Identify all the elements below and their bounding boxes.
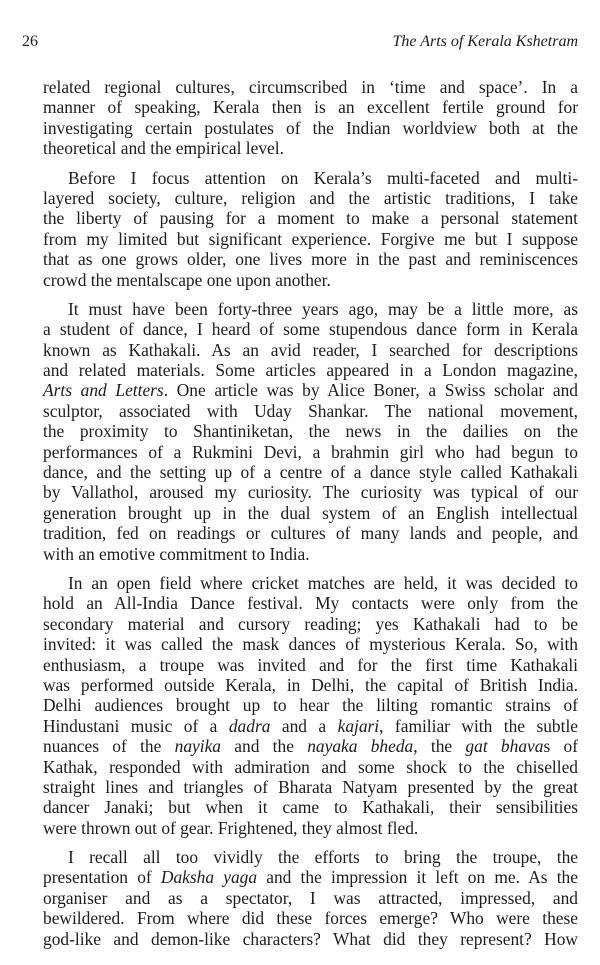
text-run: a student of dance, I heard of some stupendous dance form in Kerala	[43, 319, 578, 340]
text-run: theoretical and the empirical level.	[43, 138, 284, 159]
text-run: dancer Janaki; but when it came to Kathakali, their sensibilities	[43, 797, 578, 818]
text-run: dance, and the setting up of a centre of a dance style called Kathakali	[43, 462, 578, 483]
text-line	[43, 442, 578, 462]
text-run: . One article was by Alice Boner, a Swiss scholar and	[163, 380, 578, 401]
text-run: crowd the mentalscape one upon another.	[43, 269, 331, 290]
text-run: hold an All-India Dance festival. My contacts were only from the	[43, 593, 578, 614]
text-run: the proximity to Shantiniketan, the news in the dailies on the	[43, 421, 578, 442]
text-run: and related materials. Some articles appeared in a London magazine,	[43, 360, 578, 381]
text-line	[43, 270, 578, 290]
text-run: by Vallathol, aroused my curiosity. The curiosity was typical of our	[43, 482, 578, 503]
text-line	[43, 573, 578, 593]
text-line	[43, 229, 578, 249]
text-line	[43, 319, 578, 339]
text-run: Hindustani music of a	[43, 715, 229, 736]
text-run: were thrown out of gear. Frightened, they almost fled.	[43, 817, 419, 838]
text-run: generation brought up in the dual system of an English intellectual	[43, 502, 578, 523]
paragraph	[43, 168, 578, 290]
text-line	[43, 249, 578, 269]
text-line	[43, 675, 578, 695]
italic-term: gat bhava	[465, 736, 544, 757]
text-line	[43, 867, 578, 887]
body-text	[43, 77, 578, 958]
running-title: The Arts of Kerala Kshetram	[392, 33, 578, 50]
text-line	[43, 138, 578, 158]
text-line	[43, 523, 578, 543]
text-line	[43, 188, 578, 208]
text-run: performances of a Rukmini Devi, a brahmin girl who had begun to	[43, 441, 578, 462]
text-line	[43, 380, 578, 400]
text-run: sculptor, associated with Uday Shankar. The national movement,	[43, 400, 578, 421]
text-run: , the	[413, 736, 466, 757]
text-run: s of	[543, 736, 578, 757]
paragraph	[43, 847, 578, 949]
text-run: was performed outside Kerala, in Delhi, the capital of British India.	[43, 674, 578, 695]
text-line	[43, 503, 578, 523]
text-line	[43, 482, 578, 502]
text-line	[43, 888, 578, 908]
text-run: and the	[220, 736, 308, 757]
text-run: In an open field where cricket matches are held, it was decided to	[68, 572, 578, 593]
text-line	[43, 544, 578, 564]
text-run: that as one grows older, one lives more in the past and reminiscences	[43, 249, 578, 270]
text-run: bewildered. From where did these forces emerge? Who were these	[43, 908, 578, 929]
text-run: , familiar with the subtle	[379, 715, 579, 736]
text-line	[43, 614, 578, 634]
text-run: investigating certain postulates of the Indian worldview both at the	[43, 117, 578, 138]
text-run: god-like and demon-like characters? What did they represent? How	[43, 928, 578, 949]
text-run: enthusiasm, a troupe was invited and for the first time Kathakali	[43, 654, 578, 675]
running-header	[22, 33, 578, 55]
text-line	[43, 908, 578, 928]
text-line	[43, 655, 578, 675]
text-line	[43, 847, 578, 867]
text-run: layered society, culture, religion and the artistic traditions, I take	[43, 187, 578, 208]
text-run: It must have been forty-three years ago, may be a little more, as	[68, 298, 578, 319]
text-run: related regional cultures, circumscribed in ‘time and space’. In a	[43, 77, 578, 97]
text-line	[43, 421, 578, 441]
italic-term: Arts and Letters	[43, 380, 164, 401]
italic-term: Daksha yaga	[160, 867, 258, 888]
text-line	[43, 797, 578, 817]
text-run: Delhi audiences brought up to hear the lilting romantic strains of	[43, 695, 578, 716]
text-run: and the impression it left on me. As the	[257, 867, 578, 888]
text-line	[43, 118, 578, 138]
text-line	[43, 593, 578, 613]
text-line	[43, 757, 578, 777]
text-run: presentation of	[43, 867, 161, 888]
text-line	[43, 97, 578, 117]
text-line	[43, 695, 578, 715]
italic-term: nayika	[174, 736, 221, 757]
text-line	[43, 401, 578, 421]
text-run: organiser and as a spectator, I was attracted, impressed, and	[43, 887, 578, 908]
text-line	[43, 634, 578, 654]
text-line	[43, 716, 578, 736]
italic-term: dadra	[228, 715, 271, 736]
paragraph	[43, 77, 578, 159]
text-line	[43, 462, 578, 482]
text-run: known as Kathakali. As an avid reader, I searched for descriptions	[43, 339, 578, 360]
text-run: Kathak, responded with admiration and some shock to the chiselled	[43, 756, 578, 777]
text-line	[43, 777, 578, 797]
text-line	[43, 929, 578, 949]
text-run: and a	[270, 715, 338, 736]
text-run: the liberty of pausing for a moment to make a personal statement	[43, 208, 578, 229]
text-run: straight lines and triangles of Bharata Natyam presented by the great	[43, 776, 578, 797]
italic-term: nayaka bheda	[307, 736, 414, 757]
text-run: with an emotive commitment to India.	[43, 543, 310, 564]
text-line	[43, 299, 578, 319]
text-run: invited: it was called the mask dances of mysterious Kerala. So, with	[43, 634, 578, 655]
text-line	[43, 208, 578, 228]
text-run: nuances of the	[43, 736, 175, 757]
text-line	[43, 168, 578, 188]
text-run: from my limited but significant experience. Forgive me but I suppose	[43, 228, 578, 249]
italic-term: kajari	[337, 715, 380, 736]
text-run: secondary material and cursory reading; yes Kathakali had to be	[43, 613, 578, 634]
text-line	[43, 340, 578, 360]
text-line	[43, 736, 578, 756]
paragraph	[43, 573, 578, 838]
text-run: Before I focus attention on Kerala’s multi-faceted and multi-	[68, 167, 578, 188]
page-number: 26	[22, 33, 38, 50]
paragraph	[43, 299, 578, 564]
text-run: manner of speaking, Kerala then is an excellent fertile ground for	[43, 97, 578, 118]
text-line	[43, 77, 578, 97]
text-line	[43, 818, 578, 838]
text-line	[43, 360, 578, 380]
text-run: tradition, fed on readings or cultures of many lands and people, and	[43, 523, 578, 544]
text-run: I recall all too vividly the efforts to bring the troupe, the	[68, 847, 578, 868]
